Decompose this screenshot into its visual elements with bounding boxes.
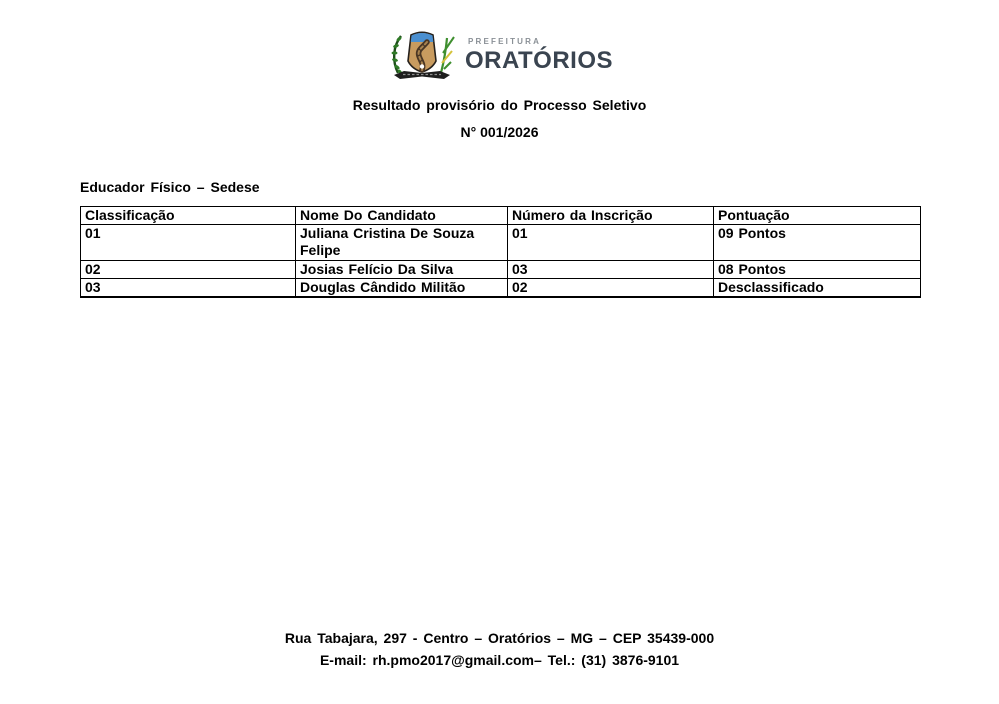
cell-registration-number: 01 bbox=[508, 225, 714, 261]
header-cell-registration-number: Número da Inscrição bbox=[508, 207, 714, 225]
logo-brand-name: ORATÓRIOS bbox=[464, 47, 614, 74]
cell-registration-number: 03 bbox=[508, 261, 714, 279]
city-crest-icon bbox=[386, 29, 458, 82]
document-footer bbox=[0, 627, 999, 671]
cell-score: Desclassificado bbox=[714, 279, 921, 298]
city-hall-logo bbox=[0, 0, 999, 82]
cell-classification: 01 bbox=[81, 225, 296, 261]
header-cell-classification: Classificação bbox=[81, 207, 296, 225]
table-row bbox=[81, 225, 921, 261]
cell-candidate-name: Juliana Cristina De Souza Felipe bbox=[296, 225, 508, 261]
cell-candidate-name: Douglas Cândido Militão bbox=[296, 279, 508, 298]
document-number: N° 001/2026 bbox=[460, 124, 539, 140]
table-header-row bbox=[81, 207, 921, 225]
cell-classification: 02 bbox=[81, 261, 296, 279]
header-cell-score: Pontuação bbox=[714, 207, 921, 225]
logo-wordmark bbox=[465, 38, 613, 73]
cell-candidate-name: Josias Felício Da Silva bbox=[296, 261, 508, 279]
header-cell-candidate-name: Nome Do Candidato bbox=[296, 207, 508, 225]
table-row bbox=[81, 261, 921, 279]
logo-pretitle: PREFEITURA bbox=[467, 37, 542, 46]
results-table bbox=[80, 206, 921, 298]
cell-registration-number: 02 bbox=[508, 279, 714, 298]
cell-classification: 03 bbox=[81, 279, 296, 298]
cell-score: 08 Pontos bbox=[714, 261, 921, 279]
footer-contact: E-mail: rh.pmo2017@gmail.com– Tel.: (31) 3876-9101 bbox=[319, 652, 680, 668]
table-row bbox=[81, 279, 921, 298]
document-title: Resultado provisório do Processo Seletivo bbox=[352, 97, 647, 113]
position-heading: Educador Físico – Sedese bbox=[80, 179, 260, 195]
footer-address: Rua Tabajara, 297 - Centro – Oratórios – MG – CEP 35439-000 bbox=[284, 630, 715, 646]
cell-score: 09 Pontos bbox=[714, 225, 921, 261]
